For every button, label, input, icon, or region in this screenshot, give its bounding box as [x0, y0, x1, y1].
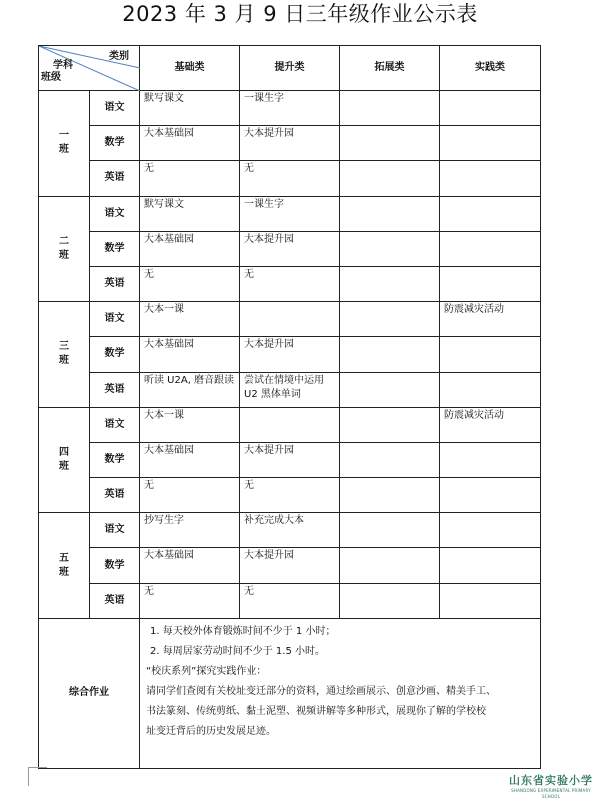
- class-name-suffix: 班: [59, 460, 69, 472]
- subject-cell: 数学: [90, 337, 140, 372]
- column-header: 提升类: [240, 46, 340, 91]
- class-name-number: 四: [59, 446, 69, 458]
- homework-cell: [240, 302, 340, 337]
- table-row: [39, 513, 541, 548]
- homework-cell: 大本一课: [140, 302, 240, 337]
- homework-cell: [340, 266, 440, 301]
- column-header: 基础类: [140, 46, 240, 91]
- homework-cell: [240, 407, 340, 442]
- class-name-suffix: 班: [59, 566, 69, 578]
- table-row: [39, 548, 541, 583]
- subject-cell: 语文: [90, 302, 140, 337]
- homework-cell: 大本基础园: [140, 126, 240, 161]
- homework-cell: [440, 161, 541, 196]
- comprehensive-content: [140, 618, 541, 768]
- note-line: 书法篆刻、传统剪纸、黏土泥塑、视频讲解等多种形式，展现你了解的学校校: [146, 705, 486, 717]
- class-name-number: 三: [59, 341, 69, 353]
- homework-cell: 无: [240, 266, 340, 301]
- table-row: [39, 372, 541, 407]
- homework-cell: [440, 513, 541, 548]
- class-name-suffix: 班: [59, 144, 69, 156]
- homework-cell: [340, 91, 440, 126]
- class-name-cell: [39, 302, 90, 408]
- homework-cell: [440, 442, 541, 477]
- page-title: 2023 年 3 月 9 日三年级作业公示表: [122, 2, 478, 26]
- table-row: [39, 583, 541, 618]
- homework-cell: [340, 302, 440, 337]
- class-name-cell: [39, 91, 90, 197]
- subject-cell: 英语: [90, 161, 140, 196]
- class-name-number: 二: [59, 235, 69, 247]
- subject-cell: 数学: [90, 442, 140, 477]
- homework-cell: 大本基础园: [140, 442, 240, 477]
- class-name-cell: [39, 196, 90, 302]
- homework-cell: 一课生字: [240, 91, 340, 126]
- corner-category-label: 类别: [109, 51, 129, 62]
- homework-cell: 大本提升园: [240, 126, 340, 161]
- homework-cell: [340, 337, 440, 372]
- homework-cell: 无: [140, 161, 240, 196]
- class-name-number: 一: [59, 130, 69, 142]
- column-header: 拓展类: [340, 46, 440, 91]
- corner-cell: [39, 46, 140, 91]
- homework-cell: 无: [140, 583, 240, 618]
- class-name-suffix: 班: [59, 355, 69, 367]
- table-row: [39, 302, 541, 337]
- class-name-cell: [39, 513, 90, 619]
- subject-cell: 英语: [90, 478, 140, 513]
- homework-cell: 大本提升园: [240, 442, 340, 477]
- homework-cell: [340, 583, 440, 618]
- homework-cell: [440, 372, 541, 407]
- homework-cell: [340, 548, 440, 583]
- homework-cell: 无: [240, 161, 340, 196]
- homework-cell: [440, 196, 541, 231]
- class-name-cell: [39, 407, 90, 513]
- column-header: 实践类: [440, 46, 541, 91]
- subject-cell: 数学: [90, 231, 140, 266]
- subject-cell: 数学: [90, 126, 140, 161]
- homework-table: [38, 45, 541, 769]
- homework-cell: [440, 478, 541, 513]
- subject-cell: 数学: [90, 548, 140, 583]
- class-name-suffix: 班: [59, 249, 69, 261]
- homework-cell: [340, 442, 440, 477]
- homework-cell: [340, 231, 440, 266]
- homework-cell: [340, 407, 440, 442]
- homework-cell: 大本基础园: [140, 337, 240, 372]
- table-row: [39, 478, 541, 513]
- homework-table-body: [39, 46, 541, 769]
- homework-cell: [440, 231, 541, 266]
- subject-cell: 英语: [90, 372, 140, 407]
- homework-cell: 大本一课: [140, 407, 240, 442]
- note-line: 址变迁背后的历史发展足迹。: [146, 725, 276, 737]
- subject-cell: 英语: [90, 583, 140, 618]
- note-item: 1. 每天校外体育锻炼时间不少于 1 小时；: [150, 625, 336, 637]
- note-line: “校庆系列”探究实践作业：: [146, 665, 267, 677]
- table-row: [39, 231, 541, 266]
- homework-cell: 默写课文: [140, 91, 240, 126]
- note-item: 2. 每周居家劳动时间不少于 1.5 小时。: [150, 645, 325, 657]
- table-row: [39, 407, 541, 442]
- table-row: [39, 196, 541, 231]
- subject-cell: 英语: [90, 266, 140, 301]
- homework-cell: [340, 372, 440, 407]
- subject-cell: 语文: [90, 407, 140, 442]
- homework-cell: 无: [140, 478, 240, 513]
- homework-cell: [440, 548, 541, 583]
- homework-cell: 无: [240, 478, 340, 513]
- homework-cell: [440, 126, 541, 161]
- homework-cell: 防震减灾活动: [440, 407, 541, 442]
- header-row: [39, 46, 541, 91]
- table-row: [39, 161, 541, 196]
- homework-cell: [340, 513, 440, 548]
- homework-cell: 听读 U2A, 磨音跟读: [140, 372, 240, 407]
- class-name-number: 五: [59, 552, 69, 564]
- homework-cell: 尝试在情境中运用 U2 黑体单词: [240, 372, 340, 407]
- homework-cell: [440, 583, 541, 618]
- homework-cell: 无: [140, 266, 240, 301]
- corner-class-label: 班级: [41, 72, 61, 83]
- table-row: [39, 126, 541, 161]
- logo-english-text: SHANDONG EXPERIMENTAL PRIMARY SCHOOL: [511, 788, 591, 799]
- homework-cell: [340, 126, 440, 161]
- homework-cell: 大本基础园: [140, 231, 240, 266]
- subject-cell: 语文: [90, 513, 140, 548]
- comprehensive-row: [39, 618, 541, 768]
- table-row: [39, 337, 541, 372]
- table-row: [39, 266, 541, 301]
- note-line: 请同学们查阅有关校址变迁部分的资料，通过绘画展示、创意沙画、精美手工、: [146, 685, 496, 697]
- homework-cell: [340, 196, 440, 231]
- subject-cell: 语文: [90, 91, 140, 126]
- homework-cell: 补充完成大本: [240, 513, 340, 548]
- subject-cell: 语文: [90, 196, 140, 231]
- homework-cell: [440, 91, 541, 126]
- homework-cell: 默写课文: [140, 196, 240, 231]
- table-row: [39, 442, 541, 477]
- corner-subject-label: 学科: [53, 60, 73, 71]
- comprehensive-label: 综合作业: [39, 618, 140, 768]
- homework-cell: 大本提升园: [240, 548, 340, 583]
- logo-text: 山东省实验小学: [509, 774, 593, 787]
- homework-cell: 大本提升园: [240, 231, 340, 266]
- homework-cell: [340, 161, 440, 196]
- homework-cell: 无: [240, 583, 340, 618]
- homework-cell: [340, 478, 440, 513]
- homework-cell: 防震减灾活动: [440, 302, 541, 337]
- page-corner-mark: [28, 767, 47, 786]
- school-logo: [502, 774, 600, 800]
- homework-cell: 抄写生字: [140, 513, 240, 548]
- homework-cell: 大本提升园: [240, 337, 340, 372]
- table-row: [39, 91, 541, 126]
- homework-cell: 大本基础园: [140, 548, 240, 583]
- homework-cell: [440, 337, 541, 372]
- homework-cell: 一课生字: [240, 196, 340, 231]
- homework-cell: [440, 266, 541, 301]
